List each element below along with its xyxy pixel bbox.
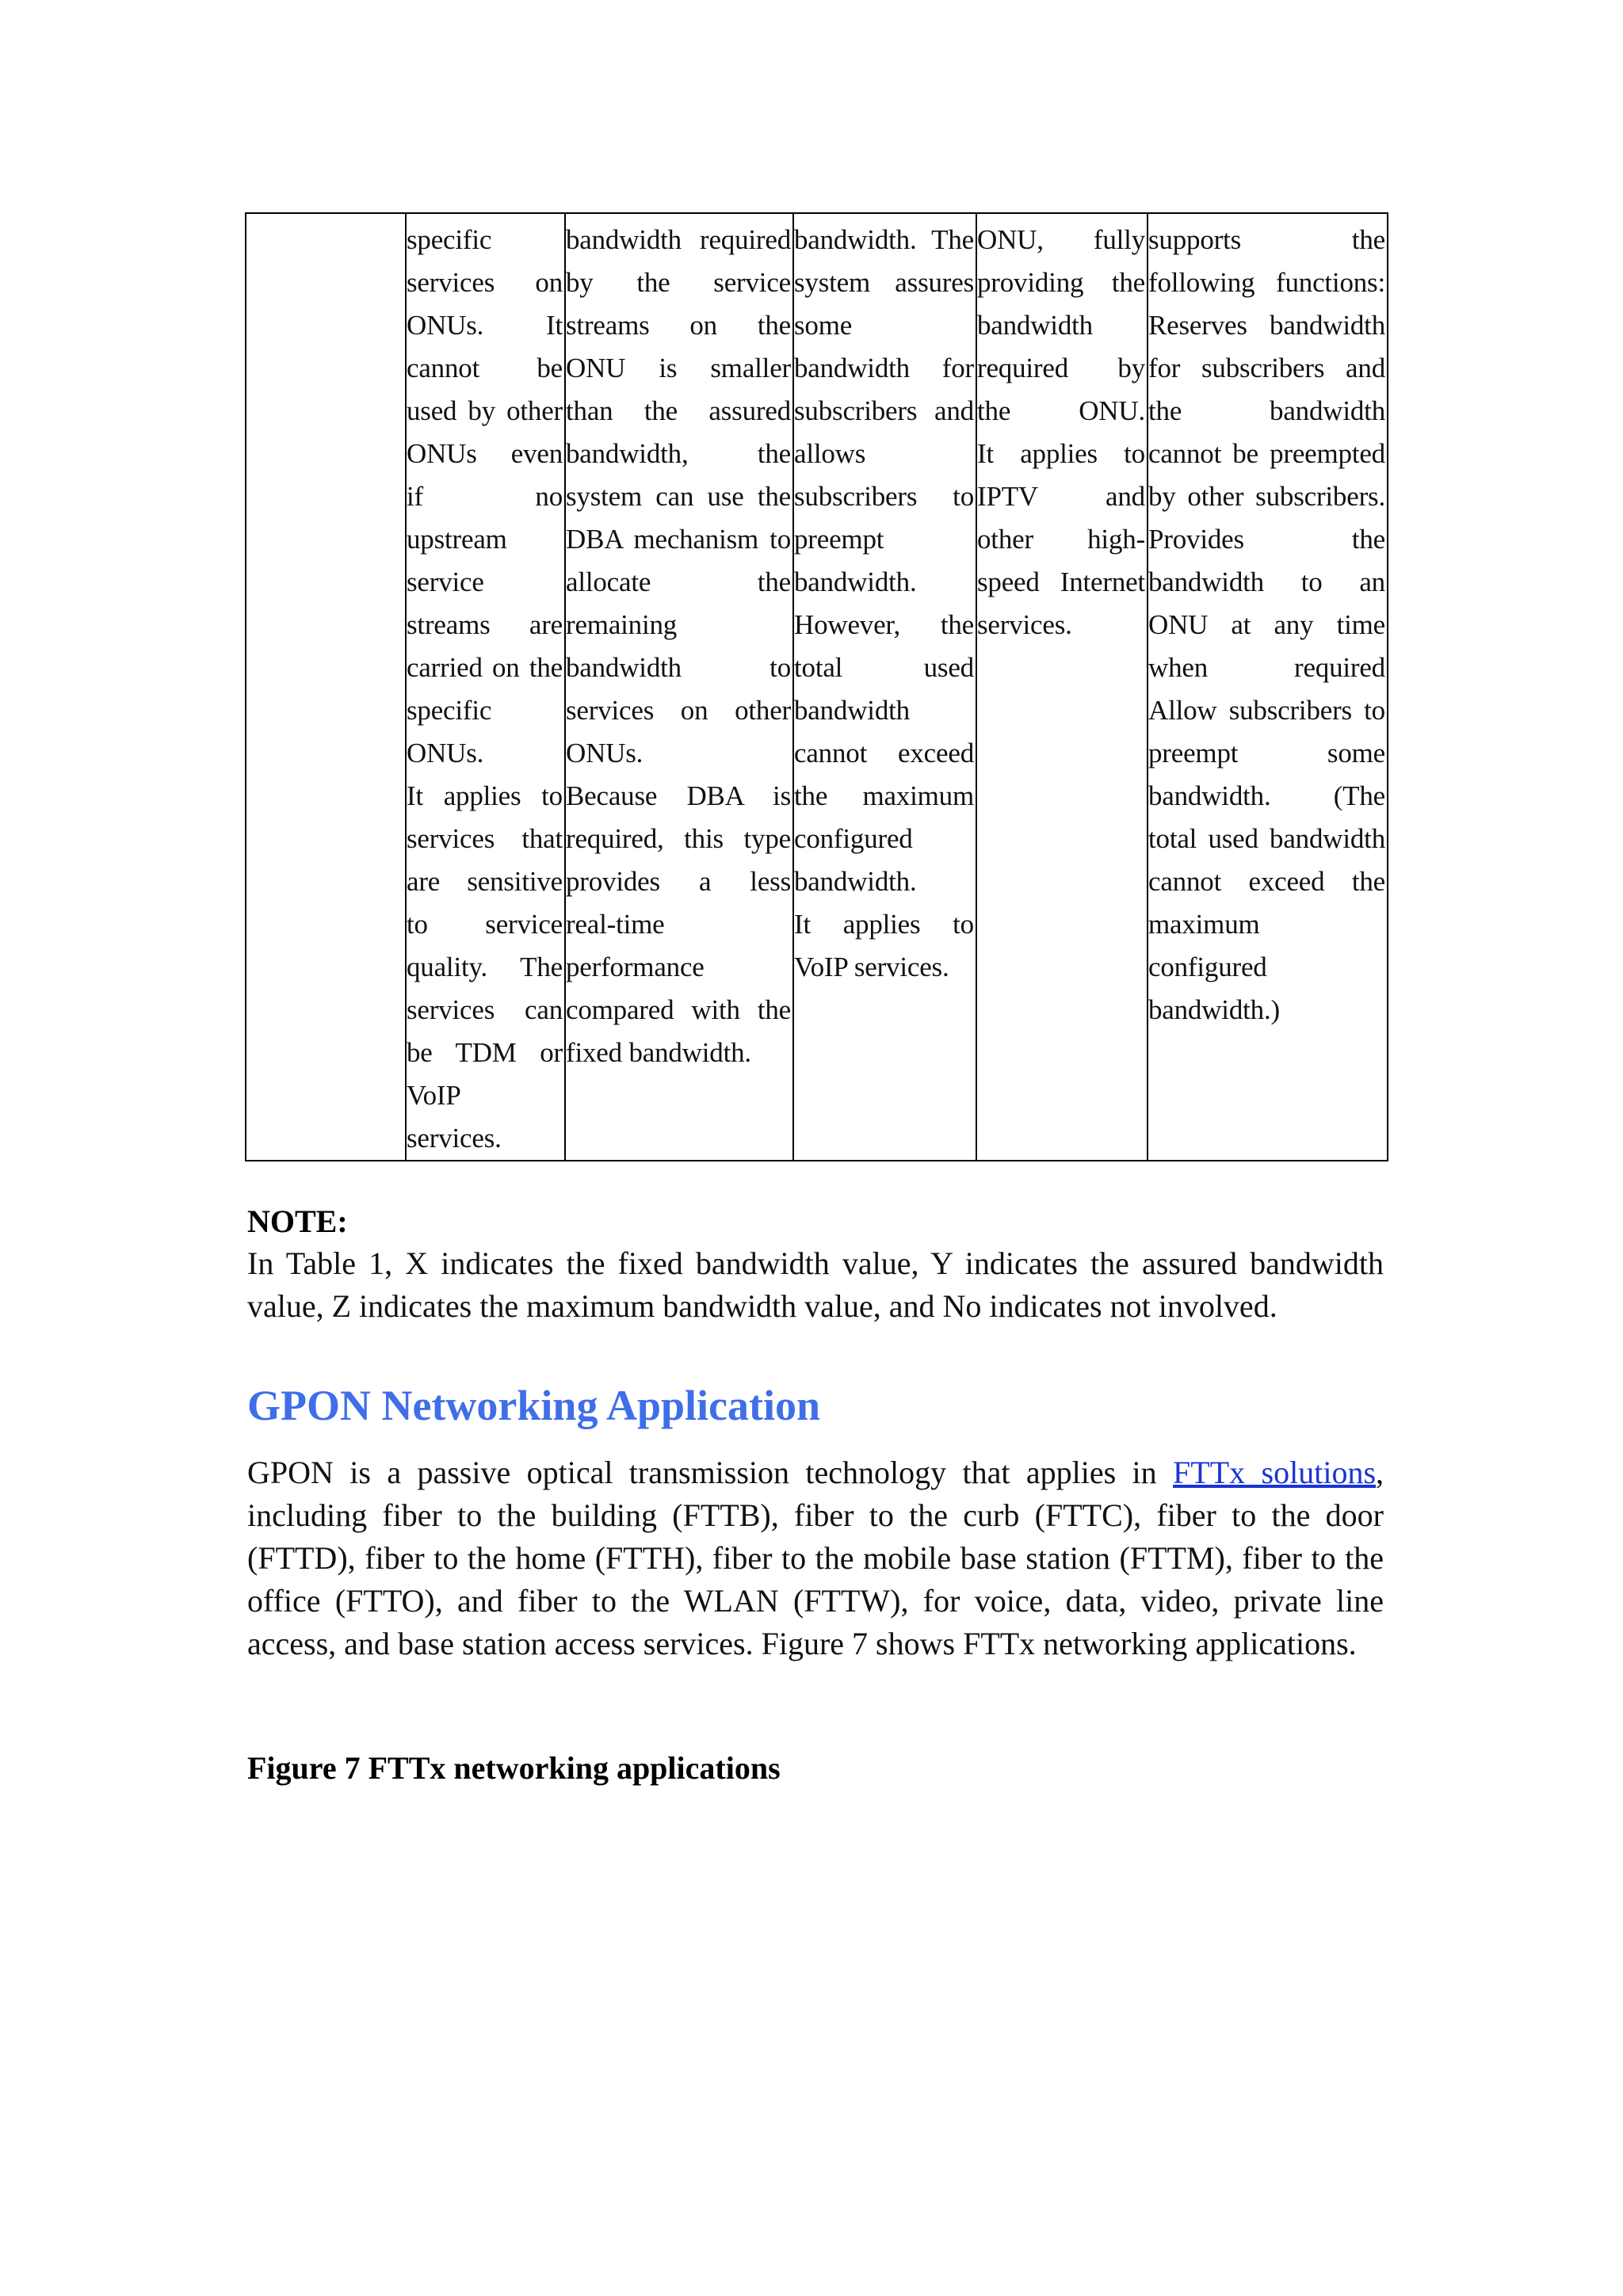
table-cell-maximum-bandwidth	[793, 213, 976, 1161]
table-cell-line: system assures	[794, 267, 974, 298]
table-cell-line: by other subscribers.	[1148, 481, 1385, 512]
table-cell-line: quality. The	[407, 952, 563, 982]
table-cell-line: remaining	[566, 609, 678, 640]
table-cell-line: IPTV and	[977, 481, 1145, 512]
table-cell-label	[246, 213, 406, 1161]
table-cell-line: system can use the	[566, 481, 791, 512]
paragraph-text-start: GPON is a passive optical transmission technology that applies in	[247, 1455, 1174, 1490]
table-cell-line: bandwidth to	[566, 652, 791, 683]
table-cell-line: bandwidth. The	[794, 224, 974, 255]
table-cell-line: bandwidth	[977, 310, 1093, 341]
table-cell-line: service	[407, 566, 484, 597]
table-cell-line: be TDM or	[407, 1037, 563, 1068]
table-cell-line: bandwidth required	[566, 224, 791, 255]
table-cell-line: DBA mechanism to	[566, 524, 791, 555]
table-cell-line: total used bandwidth	[1148, 823, 1385, 854]
table-cell-line: cannot be	[407, 353, 563, 383]
table-cell-line: bandwidth.	[794, 566, 917, 597]
table-cell-line: fixed bandwidth.	[566, 1037, 751, 1068]
table-cell-assured-bandwidth	[565, 213, 793, 1161]
paragraph-text-end: , including fiber to the building (FTTB), fiber to the curb (FTTC), fiber to the door (FTTD), fiber to the home (FTTH), fiber to the mobile base station (FTTM), fiber to the office (FTTO), and fiber to the WLAN (FTTW), for voice, data, video, private line access, and base station access services. Figure 7 shows FTTx networking applications.	[247, 1455, 1384, 1661]
table-cell-line: to service	[407, 909, 563, 940]
table-cell-line: configured	[1148, 952, 1267, 982]
table-cell-line: ONU at any time	[1148, 609, 1385, 640]
table-cell-fixed-bandwidth	[406, 213, 565, 1161]
table-cell-line: preempt	[794, 524, 884, 555]
table-cell-line: allows	[794, 438, 866, 469]
table-cell-line: services.	[407, 1123, 502, 1154]
table-cell-line: supports the	[1148, 224, 1385, 255]
table-cell-fixed-plus-assured	[976, 213, 1148, 1161]
table-cell-line: ONU is smaller	[566, 353, 791, 383]
table-cell-line: bandwidth.	[794, 866, 917, 897]
table-cell-line: providing the	[977, 267, 1145, 298]
table-cell-line: configured	[794, 823, 913, 854]
table-cell-line: are sensitive	[407, 866, 563, 897]
table-cell-line: subscribers to	[794, 481, 974, 512]
table-cell-line: specific	[407, 224, 492, 255]
table-cell-line: ONU, fully	[977, 224, 1145, 255]
table-cell-line: ONUs.	[407, 738, 484, 769]
table-cell-line: for subscribers and	[1148, 353, 1385, 383]
table-cell-line: real-time	[566, 909, 665, 940]
table-cell-line: the ONU.	[977, 395, 1145, 426]
table-cell-line: It applies to	[794, 909, 974, 940]
table-cell-line: subscribers and	[794, 395, 974, 426]
table-cell-line: cannot exceed	[794, 738, 974, 769]
table-cell-line: following functions:	[1148, 267, 1385, 298]
table-cell-line: other high-	[977, 524, 1145, 555]
table-cell-line: used by other	[407, 395, 563, 426]
table-cell-line: required, this type	[566, 823, 791, 854]
table-cell-line: speed Internet	[977, 566, 1145, 597]
table-cell-line: bandwidth to an	[1148, 566, 1385, 597]
table-cell-line: preempt some	[1148, 738, 1385, 769]
table-cell-line: services.	[977, 609, 1072, 640]
table-cell-line: bandwidth for	[794, 353, 974, 383]
table-cell-line: Reserves bandwidth	[1148, 310, 1385, 341]
table-cell-line: services can	[407, 994, 563, 1025]
table-cell-line: Allow subscribers to	[1148, 695, 1385, 726]
gpon-description-paragraph	[247, 1451, 1384, 1665]
table-cell-line: by the service	[566, 267, 791, 298]
table-cell-line: services on other	[566, 695, 791, 726]
table-cell-line: ONUs even	[407, 438, 563, 469]
table-cell-line: when required	[1148, 652, 1385, 683]
bandwidth-types-table	[245, 212, 1388, 1161]
table-cell-line: performance	[566, 952, 705, 982]
figure-caption: Figure 7 FTTx networking applications	[247, 1750, 781, 1786]
table-cell-line: Provides the	[1148, 524, 1385, 555]
note-text: In Table 1, X indicates the fixed bandwidth value, Y indicates the assured bandwidth value, Z indicates the maximum bandwidth value, and No indicates not involved.	[247, 1245, 1384, 1324]
table-cell-line: VoIP services.	[794, 952, 949, 982]
table-cell-line: cannot exceed the	[1148, 866, 1385, 897]
section-heading: GPON Networking Application	[247, 1382, 821, 1429]
table-cell-line: if no	[407, 481, 563, 512]
table-cell-line: total used	[794, 652, 974, 683]
table-cell-line: It applies to	[407, 780, 563, 811]
table-cell-line: compared with the	[566, 994, 791, 1025]
table-cell-line: upstream	[407, 524, 507, 555]
table-row	[246, 213, 1388, 1161]
table-cell-line: VoIP	[407, 1080, 461, 1111]
table-cell-line: allocate the	[566, 566, 791, 597]
table-cell-line: Because DBA is	[566, 780, 791, 811]
table-cell-line: provides a less	[566, 866, 791, 897]
table-cell-line: bandwidth.)	[1148, 994, 1280, 1025]
table-cell-line: bandwidth, the	[566, 438, 791, 469]
table-cell-line: the bandwidth	[1148, 395, 1385, 426]
table-cell-line: cannot be preempted	[1148, 438, 1385, 469]
table-cell-line: bandwidth	[794, 695, 910, 726]
table-cell-line: However, the	[794, 609, 974, 640]
table-cell-line: It applies to	[977, 438, 1145, 469]
table-cell-line: specific	[407, 695, 492, 726]
table-cell-line: carried on the	[407, 652, 563, 683]
table-cell-line: services on	[407, 267, 563, 298]
table-cell-line: some	[794, 310, 853, 341]
table-cell-line: ONUs. It	[407, 310, 563, 341]
fttx-solutions-link[interactable]: FTTx solutions	[1173, 1455, 1377, 1490]
table-cell-line: services that	[407, 823, 563, 854]
table-cell-line: ONUs.	[566, 738, 643, 769]
table-cell-line: maximum	[1148, 909, 1260, 940]
note-label: NOTE:	[247, 1203, 348, 1239]
table-cell-line: required by	[977, 353, 1145, 383]
table-cell-line: streams on the	[566, 310, 791, 341]
table-cell-line: bandwidth. (The	[1148, 780, 1385, 811]
table-cell-line: streams are	[407, 609, 563, 640]
table-cell-line: the maximum	[794, 780, 974, 811]
table-cell-line: than the assured	[566, 395, 791, 426]
table-cell-combined-bandwidth	[1148, 213, 1388, 1161]
